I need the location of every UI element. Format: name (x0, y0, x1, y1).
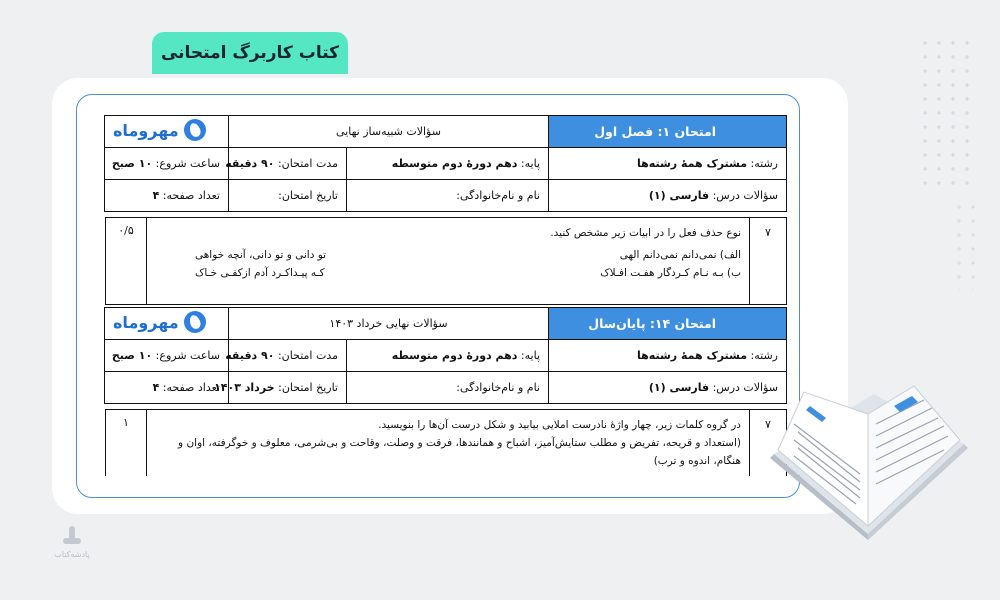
butterfly-logo-icon (184, 311, 206, 333)
name-cell: نام و نام‌خانوادگی: (347, 372, 549, 404)
subject-cell: سؤالات درس: فارسی (۱) (549, 372, 787, 404)
question-prompt: نوع حذف فعل را در ابیات زیر مشخص کنید. (550, 227, 741, 239)
watermark-logo: پادشه‌کتاب (52, 524, 92, 574)
date-cell: تاریخ امتحان: (228, 180, 346, 212)
subject-cell: سؤالات درس: فارسی (۱) (549, 180, 787, 212)
dot-pattern (918, 36, 978, 186)
exam-sheet-2 (105, 307, 787, 476)
question-row (105, 217, 787, 305)
question-text: (استعداد و قریحه، تفریض و مطلب ستایش‌آمیز، اشباح و همانندها، فرقت و وصلت، وقاحت و بی‌شرمی، معلوف و خوگرفته، اوان و هنگام، اندوه و ترب) (178, 437, 741, 467)
watermark-icon (61, 524, 83, 548)
verse-line: ب) بـه نـام کـردگار هفـت افـلاک کـه پیـداکـرد آدم ازکفـی خـاک (195, 267, 741, 279)
question-row (105, 409, 787, 476)
field-cell: رشته: مشترک همهٔ رشته‌ها (549, 148, 787, 180)
question-number: ۷ (749, 410, 786, 476)
start-time-cell: ساعت شروع: ۱۰ صبح (104, 340, 228, 372)
duration-cell: مدت امتحان: ۹۰ دقیقه (228, 340, 346, 372)
grade-cell: پایه: دهم دورهٔ دوم متوسطه (347, 340, 549, 372)
question-body (146, 218, 749, 304)
field-cell: رشته: مشترک همهٔ رشته‌ها (549, 340, 787, 372)
banner-title: کتاب کاربرگ امتحانی (152, 32, 348, 74)
question-score: ۱ (123, 416, 129, 429)
verse-line: الف) نمی‌دانم نمی‌دانم الهی تو دانی و تو دانی، آنچه خواهی (195, 249, 741, 261)
name-cell: نام و نام‌خانوادگی: (347, 180, 549, 212)
start-time-cell: ساعت شروع: ۱۰ صبح (104, 148, 228, 180)
exam-title: امتحان ۱: فصل اول (549, 116, 787, 148)
date-cell: تاریخ امتحان: خرداد ۱۴۰۳ (228, 372, 346, 404)
duration-cell: مدت امتحان: ۹۰ دقیقه (228, 148, 346, 180)
question-prompt: در گروه کلمات زیر، چهار واژهٔ نادرست املایی بیابید و شکل درست آن‌ها را بنویسید. (378, 419, 741, 431)
question-number: ۷ (749, 218, 786, 304)
exam-subtitle: سؤالات شبیه‌ساز نهایی (228, 116, 548, 148)
exam-subtitle: سؤالات نهایی خرداد ۱۴۰۳ (228, 308, 548, 340)
pages-cell: تعداد صفحه: ۴ (104, 180, 228, 212)
question-score: ۰/۵ (118, 224, 134, 237)
pages-cell: تعداد صفحه: ۴ (104, 372, 228, 404)
open-book-illustration (764, 384, 974, 554)
butterfly-logo-icon (184, 119, 206, 141)
logo: مهروماه (104, 116, 228, 148)
exam-title: امتحان ۱۴: پایان‌سال (549, 308, 787, 340)
question-body (146, 410, 749, 476)
grade-cell: پایه: دهم دورهٔ دوم متوسطه (347, 148, 549, 180)
dot-pattern-small (952, 200, 982, 290)
logo: مهروماه (104, 308, 228, 340)
exam-sheet-1 (105, 115, 787, 305)
